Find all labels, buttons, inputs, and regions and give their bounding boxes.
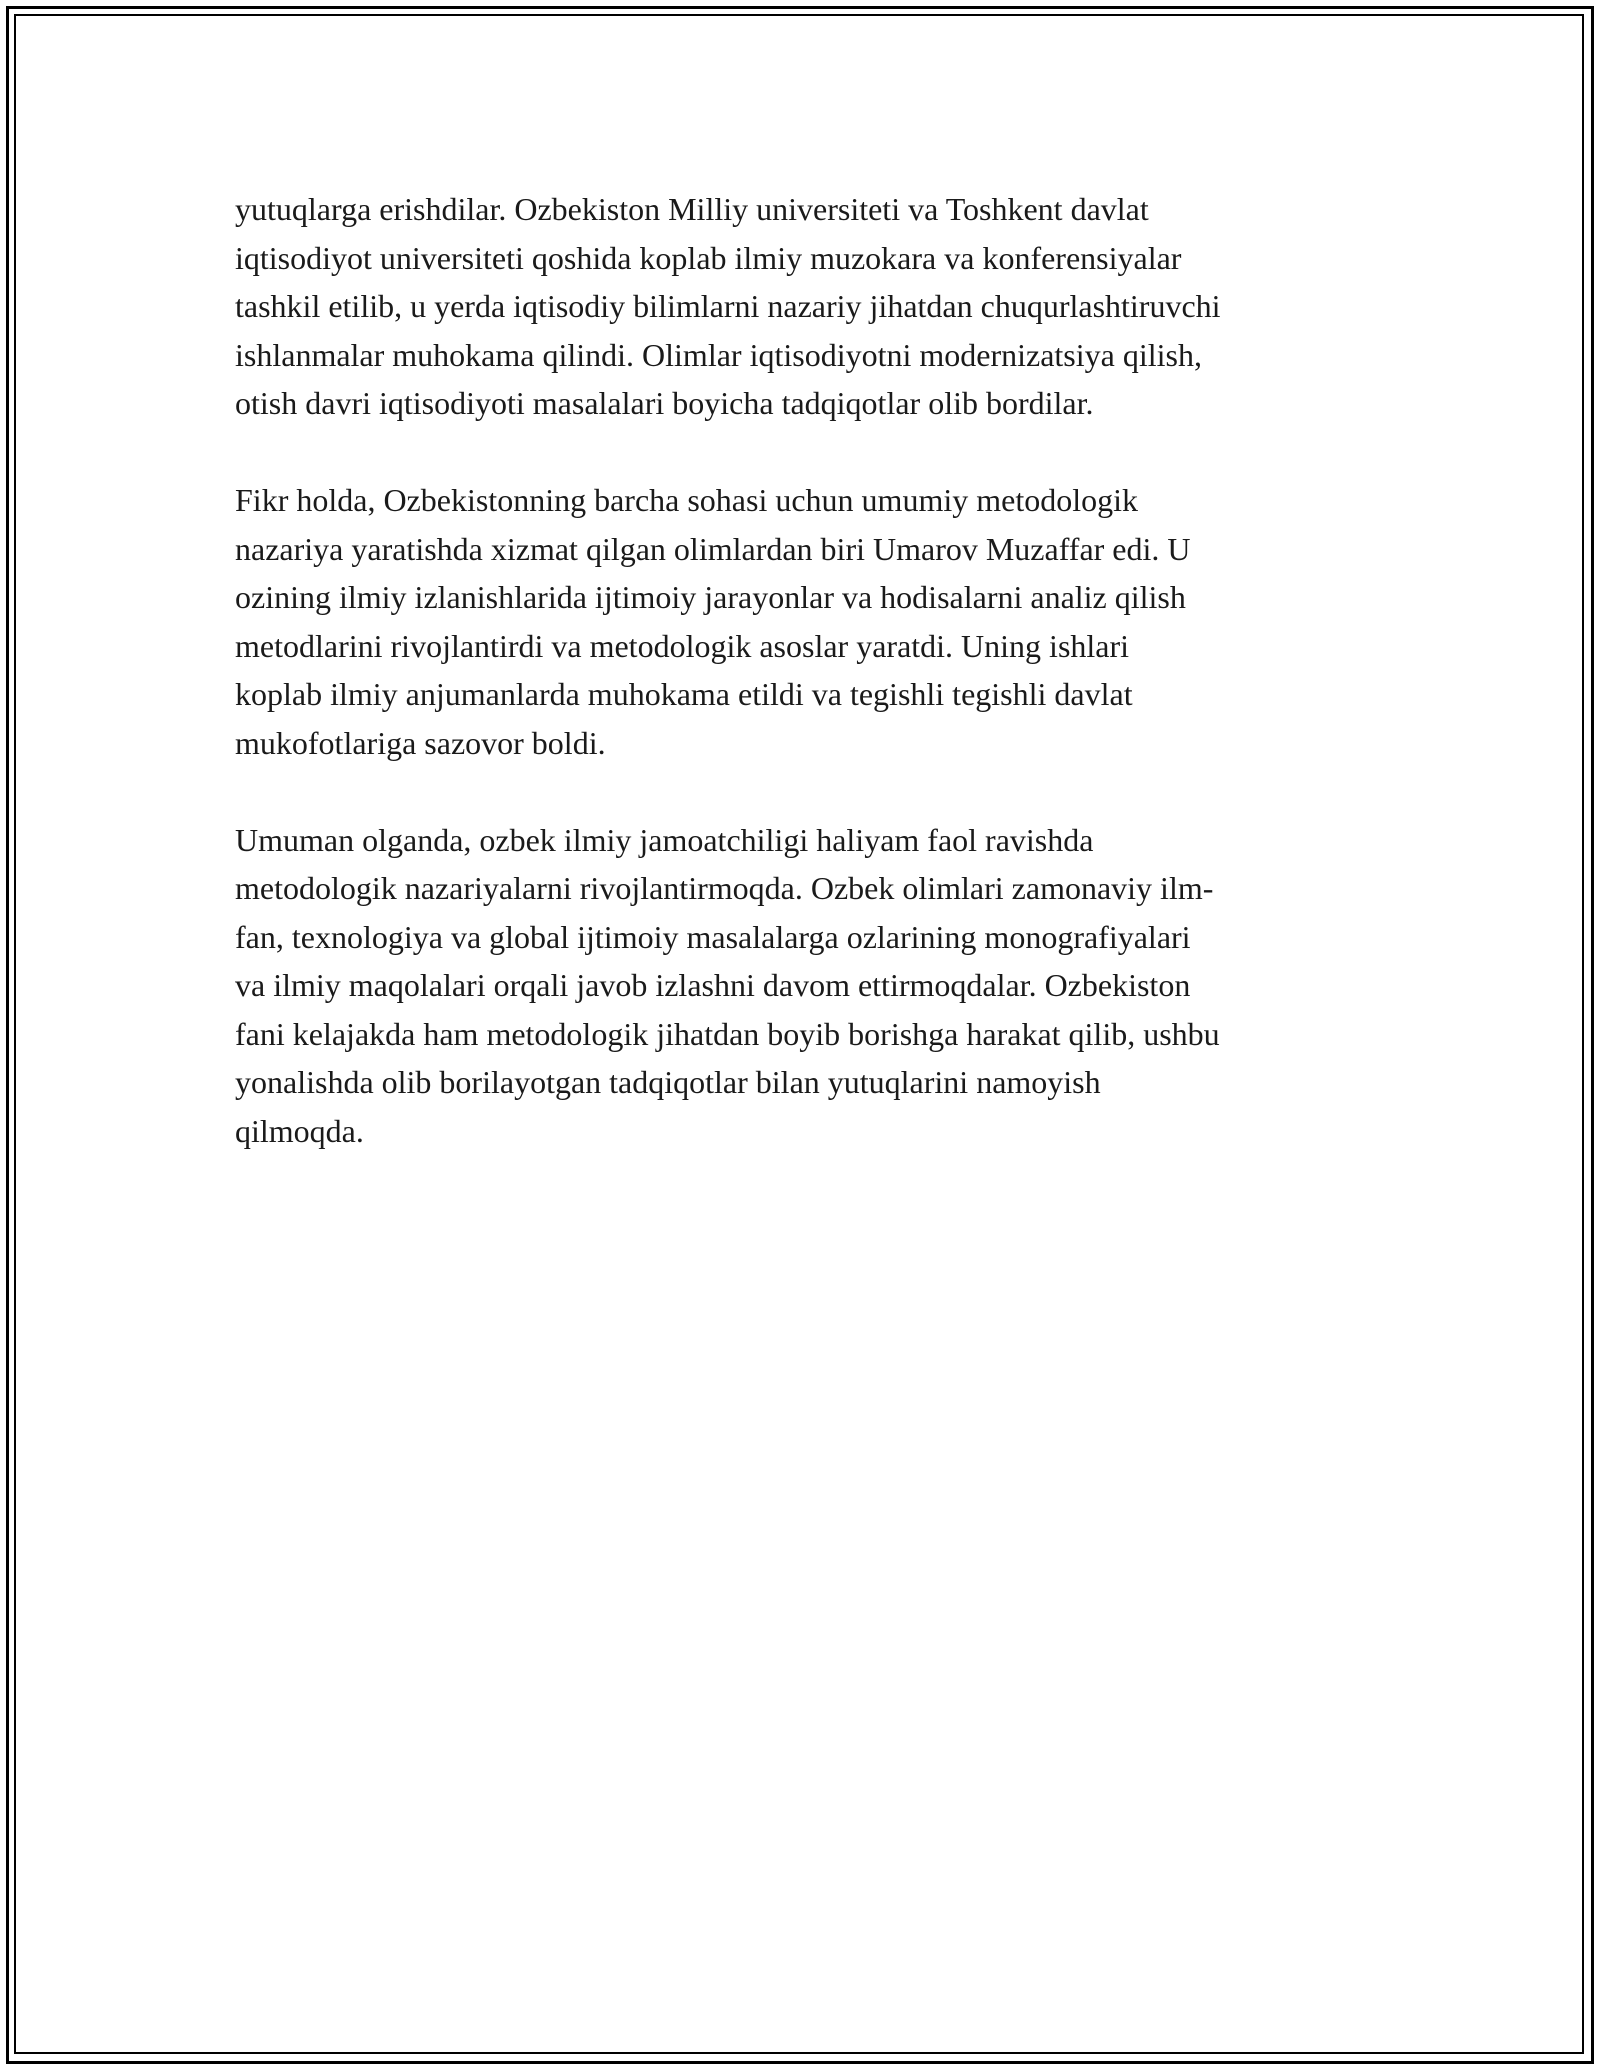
text-line: koplab ilmiy anjumanlarda muhokama etildi va tegishli tegishli davlat: [235, 676, 1133, 712]
text-line: va ilmiy maqolalari orqali javob izlashni davom ettirmoqdalar. Ozbekiston: [235, 967, 1191, 1003]
text-line: fani kelajakda ham metodologik jihatdan boyib borishga harakat qilib, ushbu: [235, 1015, 1220, 1052]
text-line: ishlanmalar muhokama qilindi. Olimlar iqtisodiyotni modernizatsiya qilish,: [235, 336, 1202, 373]
document-body: [235, 185, 1375, 1204]
text-line: yonalishda olib borilayotgan tadqiqotlar bilan yutuqlarini namoyish: [235, 1064, 1101, 1100]
text-line: Umuman olganda, ozbek ilmiy jamoatchiligi haliyam faol ravishda: [235, 821, 1094, 858]
text-line: otish davri iqtisodiyoti masalalari boyicha tadqiqotlar olib bordilar.: [235, 385, 1094, 421]
text-line: mukofotlariga sazovor boldi.: [235, 724, 606, 761]
paragraph-1: [235, 185, 1375, 428]
text-line: Fikr holda, Ozbekistonning barcha sohasi uchun umumiy metodologik: [235, 482, 1138, 518]
text-line: yutuqlarga erishdilar. Ozbekiston Milliy universiteti va Toshkent davlat: [235, 191, 1149, 227]
text-line: tashkil etilib, u yerda iqtisodiy bilimlarni nazariy jihatdan chuqurlashtiruvchi: [235, 288, 1221, 324]
text-line: qilmoqda.: [235, 1112, 364, 1149]
text-line: fan, texnologiya va global ijtimoiy masalalarga ozlarining monografiyalari: [235, 918, 1191, 955]
paragraph-3: [235, 816, 1375, 1156]
text-line: metodologik nazariyalarni rivojlantirmoqda. Ozbek olimlari zamonaviy ilm-: [235, 870, 1214, 906]
text-line: iqtisodiyot universiteti qoshida koplab ilmiy muzokara va konferensiyalar: [235, 239, 1182, 276]
text-line: ozining ilmiy izlanishlarida ijtimoiy jarayonlar va hodisalarni analiz qilish: [235, 579, 1186, 615]
text-line: metodlarini rivojlantirdi va metodologik asoslar yaratdi. Uning ishlari: [235, 627, 1130, 664]
paragraph-2: [235, 476, 1375, 767]
text-line: nazariya yaratishda xizmat qilgan olimlardan biri Umarov Muzaffar edi. U: [235, 530, 1191, 567]
